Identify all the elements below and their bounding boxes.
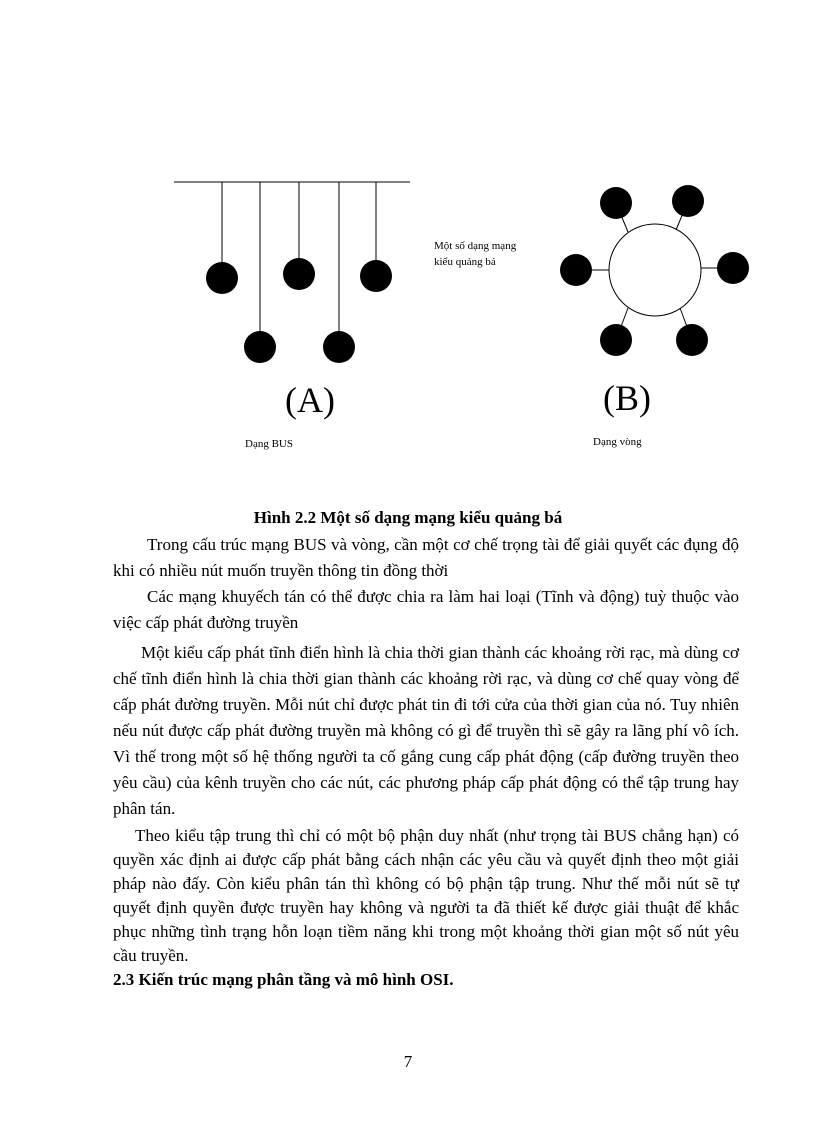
ring-circle xyxy=(609,224,701,316)
ring-node xyxy=(560,254,592,286)
bus-node xyxy=(323,331,355,363)
bus-topology xyxy=(174,182,410,363)
network-diagram xyxy=(0,0,816,500)
figure-2-2 xyxy=(0,0,816,500)
ring-topology xyxy=(560,185,749,356)
bus-node xyxy=(283,258,315,290)
panel-a-caption: Dạng BUS xyxy=(245,438,293,450)
ring-node xyxy=(676,324,708,356)
panel-b-letter: (B) xyxy=(603,378,651,418)
ring-node xyxy=(600,187,632,219)
figure-title-line-2: kiểu quảng bá xyxy=(434,256,496,268)
ring-node xyxy=(672,185,704,217)
ring-node xyxy=(600,324,632,356)
paragraph-1: Trong cấu trúc mạng BUS và vòng, cần một cơ chế trọng tài để giải quyết các đụng độ khi có nhiều nút muốn truyền thông tin đồng thời xyxy=(113,535,739,580)
bus-node xyxy=(206,262,238,294)
bus-node xyxy=(360,260,392,292)
figure-title-line-1: Một số dạng mạng xyxy=(434,240,517,252)
bus-node xyxy=(244,331,276,363)
figure-caption: Hình 2.2 Một số dạng mạng kiểu quảng bá xyxy=(253,508,563,527)
paragraph-2: Các mạng khuyếch tán có thể được chia ra làm hai loại (Tĩnh và động) tuỳ thuộc vào việc cấp phát đường truyền xyxy=(113,587,739,632)
section-heading: 2.3 Kiến trúc mạng phân tầng và mô hình OSI. xyxy=(113,970,454,989)
panel-b-caption: Dạng vòng xyxy=(593,436,642,448)
page-number: 7 xyxy=(403,1052,413,1071)
paragraph-3: Một kiểu cấp phát tĩnh điển hình là chia thời gian thành các khoảng rời rạc, mà dùng cơ chế tĩnh điển hình là chia thời gian thành các khoảng rời rạc, và dùng cơ chế quay vòng để cấp phát đường truyền. Mỗi nút chỉ được phát tin đi tới cửa của thời gian của nó. Tuy nhiên nếu nút được cấp phát đường truyền mà không có gì để truyền thì sẽ gây ra lãng phí vô ích. Vì thế trong một số hệ thống người ta cố gắng cung cấp phát động (cấp đường truyền theo yêu cầu) của kênh truyền cho các nút, các phương pháp cấp phát động có thể tập trung hay phân tán. xyxy=(113,643,739,818)
ring-node xyxy=(717,252,749,284)
paragraph-4: Theo kiểu tập trung thì chỉ có một bộ phận duy nhất (như trọng tài BUS chẳng hạn) có quyền xác định ai được cấp phát bằng cách nhận các yêu cầu và quyết định theo một giải pháp nào đấy. Còn kiểu phân tán thì không có bộ phận tập trung. Như thế mỗi nút sẽ tự quyết định quyền được truyền hay không và người ta đã thiết kế được giải thuật để khắc phục những tình trạng hỗn loạn tiềm năng khi trong một khoảng thời gian một số nút yêu cầu truyền. xyxy=(113,826,739,965)
panel-a-letter: (A) xyxy=(285,380,335,420)
